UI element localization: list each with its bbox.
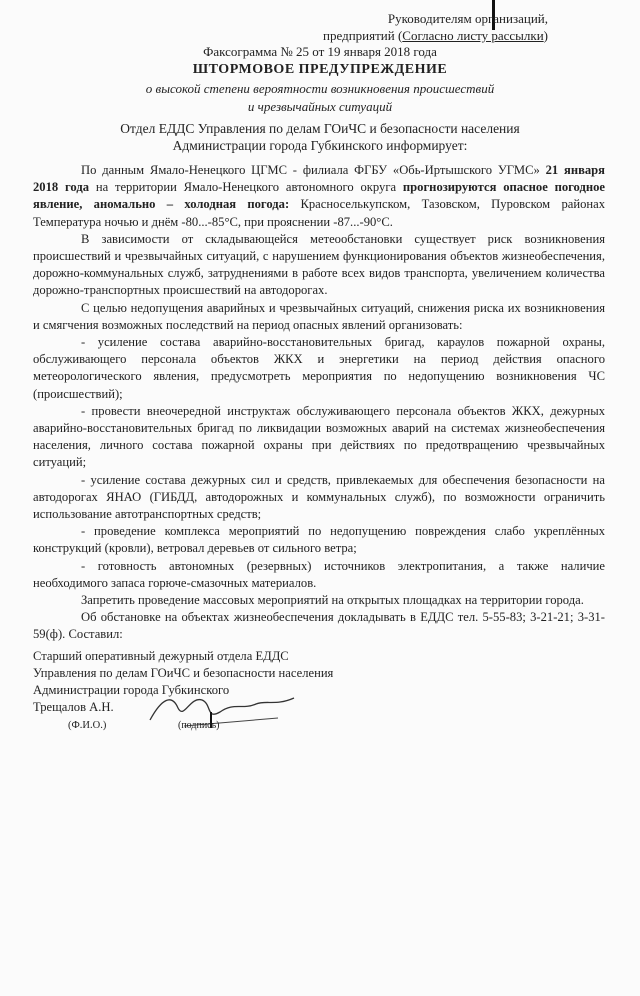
department-line2: Администрации города Губкинского информирует: [172,138,468,153]
list-item: - проведение комплекса мероприятий по недопущению повреждения слабо укреплённых конструкций (кровли), ветровал деревьев от сильного ветра; [33,524,605,556]
signer-department: Управления по делам ГОиЧС и безопасности населения [33,666,334,680]
addressee-suffix: ) [543,28,548,43]
fio-label: (Ф.И.О.) [68,720,107,731]
signer-name: Трещалов А.Н. [33,700,114,714]
forecast-source: По данным Ямало-Ненецкого ЦГМС - филиала ФГБУ «Обь-Иртышского УГМС» [81,163,546,177]
signature-label: (подпись) [178,720,220,731]
paragraph-risk: В зависимости от складывающейся метеообстановки существует риск возникновения происшествий и чрезвычайных ситуаций, с нарушением функционирования объектов жизнеобеспечения, дорожно-коммунальных служб, затруднениями в работе всех видов транспорта, увеличением количества дорожно-транспортных происшествий на автодорогах. [33,231,605,298]
addressee-line2 [288,27,548,44]
addressee [288,10,548,44]
forecast-temperature: Красноселькупском, Тазовском, Пуровском районах Температура ночью и днём -80...-85°С, при прояснении -87...-90°С. [33,197,605,229]
addressee-line1: Руководителям организаций, [387,11,548,26]
mailing-list: Согласно листу рассылки [402,28,544,43]
document-subtitle [0,80,640,116]
paragraph-report: Об обстановке на объектах жизнеобеспечения докладывать в ЕДДС тел. 5-55-83; 3-21-21; 3-31-59(ф). Составил: [33,610,605,642]
subtitle-line2: и чрезвычайных ситуаций [247,99,393,114]
list-item: - усиление состава дежурных сил и средств, привлекаемых для обеспечения безопасности на автодорогах ЯНАО (ГИБДД, автодорожных и коммунальных служб), по возможности ограничить использование автотранспортных средств; [33,472,605,522]
department-line1: Отдел ЕДДС Управления по делам ГОиЧС и безопасности населения [120,121,520,136]
forecast-territory: на территории Ямало-Ненецкого автономного округа [89,180,403,195]
list-item: - провести внеочередной инструктаж обслуживающего персонала объектов ЖКХ, дежурных аварийно-восстановительных бригад по ликвидации возможных аварий на системах жизнеобеспечения населения, личного состава пожарной охраны при действиях по предотвращению чрезвычайных ситуаций; [33,403,605,470]
signer-administration: Администрации города Губкинского [33,683,230,697]
document-title: ШТОРМОВОЕ ПРЕДУПРЕЖДЕНИЕ [192,62,448,77]
paragraph-measures: С целью недопущения аварийных и чрезвычайных ситуаций, снижения риска их возникновения и смягчения возможных последствий на период опасных явлений организовать: [33,300,605,332]
list-item: - усиление состава аварийно-восстановительных бригад, караулов пожарной охраны, обслуживающего персонала объектов ЖКХ и энергетики на период действия опасного метеорологического явления, предусмотреть мероприятия по недопущению возникновения ЧС (происшествий); [33,335,605,401]
paragraph-forecast [33,162,605,231]
paragraph-prohibition: Запретить проведение массовых мероприятий на открытых площадках на территории города. [81,593,584,608]
forecast-phenomenon: прогнозируются опасное погодное явление, аномально – холодная погода: [33,180,605,212]
fax-number: Факсограмма № 25 от 19 января 2018 года [203,44,437,59]
department [0,120,640,154]
list-item: - готовность автономных (резервных) источников электропитания, а также наличие необходимого запаса горюче-смазочных материалов. [33,558,605,590]
addressee-prefix: предприятий ( [323,28,403,43]
handwritten-signature [148,690,298,730]
subtitle-line1: о высокой степени вероятности возникновения происшествий [145,81,495,96]
signer-position: Старший оперативный дежурный отдела ЕДДС [33,649,289,663]
document-body [33,162,605,644]
forecast-date: 21 января 2018 года [33,163,605,195]
